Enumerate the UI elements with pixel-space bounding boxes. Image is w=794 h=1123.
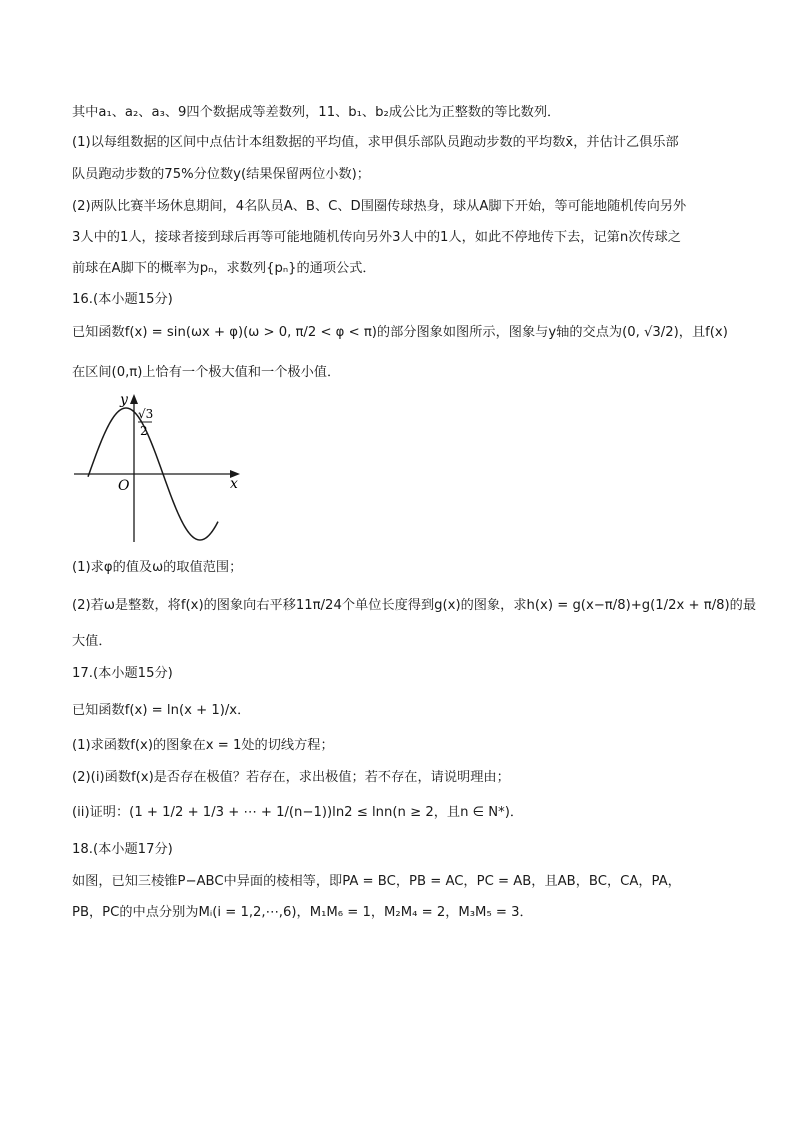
text-line-11 <box>72 596 756 616</box>
line-6-text: 前球在A脚下的概率为pₙ，求数列{pₙ}的通项公式． <box>72 261 376 276</box>
problem-16-heading <box>72 290 173 310</box>
line-1-text: 其中a₁、a₂、a₃、9四个数据成等差数列，11、b₁、b₂成公比为正整数的等比数列． <box>72 105 561 120</box>
text-line-12 <box>72 632 112 652</box>
line-3-text: 队员跑动步数的75%分位数y(结果保留两位小数)； <box>72 167 370 182</box>
line-12-text: 大值． <box>72 634 112 649</box>
intercept-denominator: 2 <box>140 424 148 438</box>
problem-18-heading-text: 18.(本小题17分) <box>72 842 173 857</box>
problem-18-heading <box>72 840 173 860</box>
intercept-numerator: √3 <box>138 407 154 421</box>
text-line-15 <box>72 736 334 756</box>
line-11-text: (2)若ω是整数，将f(x)的图象向右平移11π/24个单位长度得到g(x)的图象，求h(x) = g(x−π/8)+g(1/2x + π/8)的最 <box>72 598 757 613</box>
text-line-2 <box>72 133 679 153</box>
line-10-text: (1)求φ的值及ω的取值范围； <box>72 560 243 575</box>
line-16-text: (2)(i)函数f(x)是否存在极值？若存在，求出极值；若不存在，请说明理由； <box>72 770 510 785</box>
text-line-16 <box>72 768 510 788</box>
text-line-4 <box>72 197 686 217</box>
text-line-20 <box>72 903 533 923</box>
text-line-5 <box>72 228 681 248</box>
y-axis-label: y <box>120 392 128 408</box>
origin-label: O <box>118 478 130 494</box>
sine-graph-figure <box>70 392 250 552</box>
line-5-text: 3人中的1人，接球者接到球后再等可能地随机传向另外3人中的1人，如此不停地传下去，记第n次传球之 <box>72 230 681 245</box>
line-2-text: (1)以每组数据的区间中点估计本组数据的平均值，求甲俱乐部队员跑动步数的平均数x̄，并估计乙俱乐部 <box>72 135 679 150</box>
line-9-text: 在区间(0,π)上恰有一个极大值和一个极小值． <box>72 365 341 380</box>
text-line-3 <box>72 165 370 185</box>
line-8-text: 已知函数f(x) = sin(ωx + φ)(ω > 0, π/2 < φ < π)的部分图象如图所示，图象与y轴的交点为(0, √3/2)，且f(x) <box>72 325 728 340</box>
line-17-text: (ii)证明：(1 + 1/2 + 1/3 + ⋯ + 1/(n−1))ln2 ≤ lnn(n ≥ 2，且n ∈ N*)． <box>72 805 524 820</box>
line-14-text: 已知函数f(x) = ln(x + 1)/x． <box>72 703 251 718</box>
text-line-1 <box>72 103 560 123</box>
text-line-10 <box>72 558 242 578</box>
problem-16-heading-text: 16.(本小题15分) <box>72 292 173 307</box>
line-19-text: 如图，已知三棱锥P−ABC中异面的棱相等，即PA = BC，PB = AC，PC = AB，且AB，BC，CA，PA， <box>72 874 681 889</box>
line-20-text: PB，PC的中点分别为Mᵢ(i = 1,2,⋯,6)，M₁M₆ = 1，M₂M₄ = 2，M₃M₅ = 3． <box>72 905 533 920</box>
line-15-text: (1)求函数f(x)的图象在x = 1处的切线方程； <box>72 738 334 753</box>
problem-17-heading <box>72 664 173 684</box>
x-axis-label: x <box>230 476 238 492</box>
y-axis-arrow <box>130 394 138 404</box>
text-line-19 <box>72 872 681 892</box>
line-4-text: (2)两队比赛半场休息期间，4名队员A、B、C、D围圈传球热身，球从A脚下开始，等可能地随机传向另外 <box>72 199 687 214</box>
text-line-14 <box>72 701 250 721</box>
problem-17-heading-text: 17.(本小题15分) <box>72 666 173 681</box>
text-line-17 <box>72 803 523 823</box>
text-line-8 <box>72 323 728 343</box>
text-line-6 <box>72 259 376 279</box>
text-line-9 <box>72 363 340 383</box>
